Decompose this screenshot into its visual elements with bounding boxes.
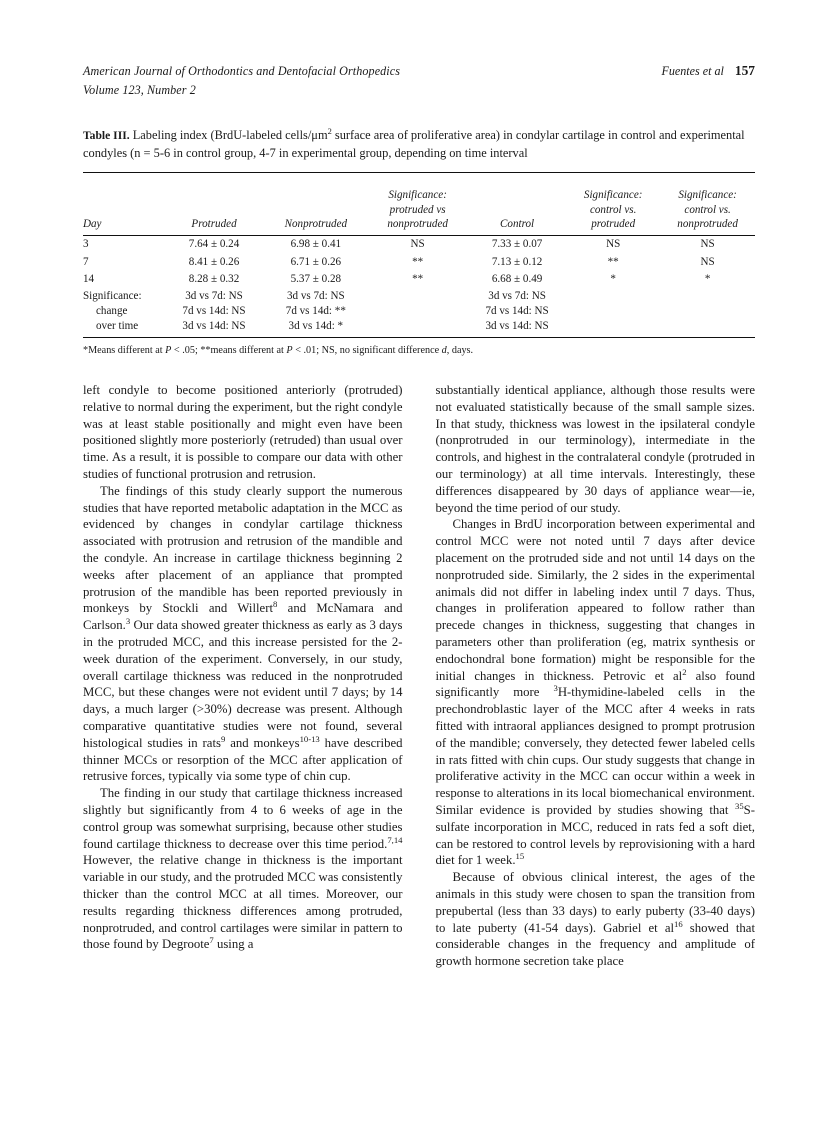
cell-sig-prot-vs-nonprot: ** — [412, 255, 424, 268]
table-header-row — [83, 188, 755, 235]
cell-day: 3 — [83, 238, 89, 251]
paragraph-continuation: left condyle to become positioned anteriorly (protruded) relative to normal during the experiment, but the right condyle was at least stable positionally and might even have been positioned slightly more posteriorly (retruded) than usual over time. As a result, it is possible to compare our data with other studies of functional protrusion and retrusion. — [83, 383, 403, 481]
cell-nonprotruded: 6.98 ± 0.41 — [290, 238, 342, 251]
table-row — [83, 271, 755, 288]
significance-control-line3: 3d vs 14d: NS — [485, 320, 549, 333]
sig3-line2: control vs. — [684, 203, 731, 216]
footnote-text-a: *Means different at — [83, 345, 166, 357]
significance-nonprotruded — [264, 288, 367, 335]
cell-day: 7 — [83, 255, 89, 268]
left-column — [83, 382, 403, 970]
running-head-authors: Fuentes et al — [661, 64, 724, 78]
para-text-a: The findings of this study clearly support the numerous studies that have reported metabolic adaptation in the MCC as evidenced by changes in condylar cartilage thickness associated with protrusion and retrusion of the mandible and the condyle. An increase in cartilage thickness beginning 2 weeks after placement of an appliance that prompted protrusion of the mandible has been reported previously in monkeys by Stockli and Willert — [83, 483, 403, 616]
cell-sig-ctrl-vs-prot: NS — [606, 238, 621, 251]
table-caption — [83, 127, 755, 163]
running-head-journal-title: American Journal of Orthodontics and Dentofacial Orthopedics — [83, 64, 401, 78]
significance-label-line3: over time — [96, 320, 139, 333]
para-text-b: and McNamara and Carlson. — [83, 601, 403, 633]
para-text-d: S-sulfate incorporation in MCC, reduced in rats fed a soft diet, can be restored to control levels by reprovisioning with a hard diet for 1 week. — [435, 802, 755, 868]
significance-row-labels — [83, 288, 164, 335]
cell-sig-prot-vs-nonprot: NS — [410, 238, 425, 251]
para-text-a: Because of obvious clinical interest, the ages of the animals in this study were chosen to span the transition from prepubertal (less than 33 days) to early puberty (33-40 days) to late puberty (41-54 days). Gabriel et al — [435, 870, 755, 935]
cell-nonprotruded: 6.71 ± 0.26 — [290, 255, 342, 268]
page-number: 157 — [734, 63, 755, 78]
para-text-b: showed that considerable changes in the frequency and amplitude of growth hormone secretion take place — [435, 920, 755, 969]
para-text-a: Changes in BrdU incorporation between experimental and control MCC were not noted until 7 days after device placement on the protruded side and not until 14 days on the nonprotruded side. Similarly, the 2 sides in the experimental animals did not differ in labeling index until 7 days. Thus, changes in proliferation appeared to follow rather than precede changes in thickness, suggesting that changes in parameters other than proliferation (eg, matrix synthesis or endochondral bone formation) might be responsible for the initial changes in thickness. Petrovic et al — [435, 517, 755, 683]
running-head — [83, 60, 755, 99]
para-text-c: Our data showed greater thickness as early as 3 days in the protruded MCC, and this increase persisted for the 2-week duration of the experiment. Conversely, in our study, overall cartilage thickness was reduced in the nonprotruded MCC, but these changes were not evident until 7 days; by 14 days, a much larger (>30%) decrease was present. Although comparative quantitative studies were not found, several histological studies in rats — [83, 618, 403, 750]
running-head-right — [661, 60, 755, 82]
footnote-d-italic: d — [441, 345, 447, 357]
cell-day: 14 — [83, 272, 95, 285]
footnote-text-c: < .01; NS, no significant difference — [292, 345, 442, 357]
table-caption-superscript: 2 — [327, 125, 332, 136]
paragraph-appliance-continuation: substantially identical appliance, although those results were not evaluated statistically because of the small sample sizes. In that study, thickness was lowest in the ipsilateral condyle (nonprotruded in our terminology), intermediate in the controls, and highest in the contralateral condyle (protruded in our terminology) at all time intervals. Interestingly, these differences disappeared by 30 days of appliance wear—ie, beyond the time period of our study. — [435, 383, 755, 515]
cell-protruded: 8.28 ± 0.32 — [188, 272, 240, 285]
paragraph-thickness-finding — [83, 785, 403, 953]
reference-superscript-9: 9 — [220, 733, 226, 744]
table-grid — [83, 173, 755, 235]
significance-control — [468, 288, 566, 335]
paragraph-brdu-changes — [436, 516, 756, 869]
sig1-line2: protruded vs — [389, 203, 446, 216]
para-text-b: also found significantly more — [435, 668, 755, 700]
cell-sig-ctrl-vs-nonprot: NS — [700, 255, 715, 268]
column-header-protruded: Protruded — [191, 218, 237, 231]
column-header-day: Day — [83, 218, 102, 231]
significance-nonprotruded-line1: 3d vs 7d: NS — [287, 290, 345, 303]
table-significance-row — [83, 288, 755, 335]
cell-protruded: 8.41 ± 0.26 — [188, 255, 240, 268]
reference-superscript-7: 7 — [209, 935, 214, 946]
significance-empty-cell-3 — [660, 288, 755, 335]
table-caption-text-b: surface area of proliferative area) in condylar cartilage in control and experimental condyles (n = 5-6 in control group, 4-7 in experimental group, depending on time interval — [83, 128, 745, 160]
sig3-line1: Significance: — [678, 188, 737, 201]
sig2-line3: protruded — [591, 218, 636, 231]
running-head-volume: Volume 123, Number 2 — [83, 83, 196, 98]
table-iii — [83, 127, 755, 359]
footnote-text-d: , days. — [446, 345, 474, 357]
table-body-grid — [83, 236, 755, 335]
para-text-c: H-thymidine-labeled cells in the prechondroblastic layer of the MCC after 4 weeks in rats fitted with intraoral appliances designed to prompt protrusion of the mandible; conversely, they detected fewer labeled cells in rats fitted with chin cups. Our study suggests that change in proliferative activity in the MCC can occur within a week in response to alterations in its local biomechanical environment. Similar evidence is provided by studies showing that — [435, 685, 755, 817]
sig2-line2: control vs. — [589, 203, 637, 216]
cell-sig-ctrl-vs-nonprot: * — [704, 272, 711, 285]
column-header-sig-protruded-vs-nonprotruded — [367, 188, 468, 235]
table-caption-text-a: Labeling index (BrdU-labeled cells/μm — [132, 128, 328, 142]
paragraph-findings — [83, 483, 403, 785]
table-footnote — [83, 344, 755, 358]
cell-nonprotruded: 5.37 ± 0.28 — [290, 272, 342, 285]
cell-control: 7.13 ± 0.12 — [491, 255, 543, 268]
table-body — [83, 236, 755, 335]
significance-protruded — [164, 288, 265, 335]
sig2-line1: Significance: — [583, 188, 643, 201]
reference-superscript-15: 15 — [515, 851, 525, 862]
cell-sig-prot-vs-nonprot: ** — [412, 272, 424, 285]
sig3-line3: nonprotruded — [677, 218, 738, 231]
para-text-b: However, the relative change in thickness is the important variable in our study, and the protruded MCC was consistently thicker than the control MCC at all times. Moreover, our results regarding thickness differences among protruded, nonprotruded, and control cartilages were similar in pattern to those found by Degroote — [83, 853, 403, 952]
reference-superscript-8: 8 — [273, 599, 278, 610]
column-header-sig-control-vs-nonprotruded — [660, 188, 755, 235]
cell-control: 6.68 ± 0.49 — [491, 272, 543, 285]
significance-protruded-line1: 3d vs 7d: NS — [185, 290, 243, 303]
significance-control-line1: 3d vs 7d: NS — [488, 290, 546, 303]
significance-label-line2: change — [96, 305, 128, 318]
cell-protruded: 7.64 ± 0.24 — [188, 238, 240, 251]
para-text-a: The finding in our study that cartilage thickness increased slightly but significantly from 4 to 6 weeks of age in the control group was somewhat surprising, because other studies found cartilage thickness to decrease over this time period. — [83, 786, 403, 851]
significance-empty-cell-2 — [566, 288, 660, 335]
cell-sig-ctrl-vs-nonprot: NS — [700, 238, 715, 251]
reference-superscript-16: 16 — [674, 918, 683, 929]
body-columns — [83, 382, 755, 970]
table-row — [83, 253, 755, 270]
paragraph-animal-ages — [436, 869, 756, 970]
right-column — [436, 382, 756, 970]
reference-superscript-3: 3 — [125, 615, 131, 626]
cell-sig-ctrl-vs-prot: * — [610, 272, 616, 285]
para-text-e: have described thinner MCCs or resorption of the MCC after application of retrusive forces, typically via some type of chin cup. — [83, 735, 403, 784]
significance-label-line1: Significance: — [83, 290, 142, 303]
reference-superscript-10-13: 10-13 — [299, 733, 320, 744]
cell-control: 7.33 ± 0.07 — [491, 238, 543, 251]
sig1-line1: Significance: — [388, 188, 447, 201]
cell-sig-ctrl-vs-prot: ** — [607, 255, 619, 268]
para-text-c: using a — [213, 937, 254, 952]
footnote-text-b: < .05; **means different at — [171, 345, 287, 357]
significance-protruded-line2: 7d vs 14d: NS — [182, 305, 246, 318]
para-text-d: and monkeys — [225, 735, 300, 750]
reference-superscript-7-14: 7,14 — [387, 834, 403, 845]
significance-control-line2: 7d vs 14d: NS — [485, 305, 549, 318]
table-label: Table III. — [83, 129, 130, 142]
footnote-p-italic-2: P — [286, 345, 293, 357]
isotope-superscript-35s: 35 — [735, 800, 744, 811]
sig1-line3: nonprotruded — [387, 218, 448, 231]
table-row — [83, 236, 755, 253]
reference-superscript-2: 2 — [682, 666, 687, 677]
significance-protruded-line3: 3d vs 14d: NS — [182, 320, 246, 333]
footnote-p-italic-1: P — [165, 345, 172, 357]
column-header-sig-control-vs-protruded — [566, 188, 660, 235]
significance-nonprotruded-line2: 7d vs 14d: ** — [285, 305, 346, 318]
table-header — [83, 173, 755, 235]
column-header-control: Control — [500, 218, 535, 231]
table-rule-bottom — [83, 337, 755, 338]
column-header-nonprotruded: Nonprotruded — [284, 218, 348, 231]
significance-empty-cell-1 — [367, 288, 468, 335]
isotope-superscript-3h: 3 — [553, 683, 558, 694]
significance-nonprotruded-line3: 3d vs 14d: * — [288, 320, 344, 333]
